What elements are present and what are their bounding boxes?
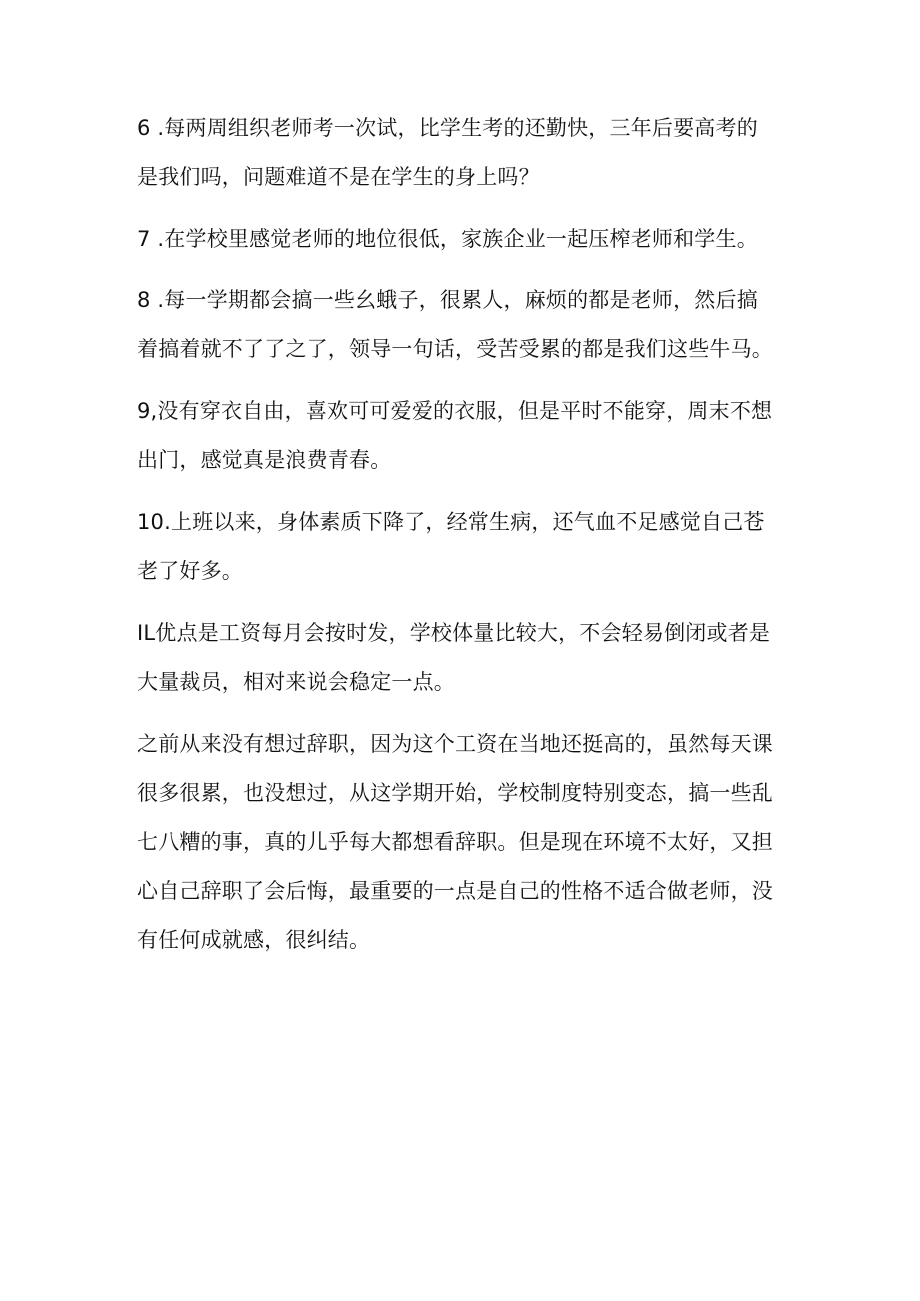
paragraph-9: 9,没有穿衣自由，喜欢可可爱爱的衣服，但是平时不能穿，周末不想 出门，感觉真是浪费青春。: [137, 399, 773, 472]
paragraph-8: 8 .每一学期都会搞一些幺蛾子，很累人，麻烦的都是老师，然后搞 着搞着就不了了之了，领导一句话，受苦受累的都是我们这些牛马。: [137, 288, 773, 361]
document-body: [137, 104, 797, 978]
paragraph-6: 6 .每两周组织老师考一次试，比学生考的还勤快，三年后要高考的 是我们吗，问题难道不是在学生的身上吗？: [137, 116, 758, 189]
paragraph-closing: 之前从来没有想过辞职，因为这个工资在当地还挺高的，虽然每天课 很多很累，也没想过，从这学期开始，学校制度特别变态，搞一些乱 七八糟的事，真的儿乎每大都想看辞职。但是现在环境不太好，又担 心自己辞职了会后悔，最重要的一点是自己的性格不适合做老师，没 有任何成就感，很纠结。: [137, 732, 773, 952]
paragraph-7: 7 .在学校里感觉老师的地位很低，家族企业一起压榨老师和学生。: [137, 227, 758, 251]
paragraph-11: IL优点是工资每月会按时发，学校体量比较大，不会轻易倒闭或者是 大量裁员，相对来说会稳定一点。: [137, 621, 771, 694]
paragraph-10: 10.上班以来，身体素质下降了，经常生病，还气血不足感觉自己苍 老了好多。: [137, 510, 765, 583]
